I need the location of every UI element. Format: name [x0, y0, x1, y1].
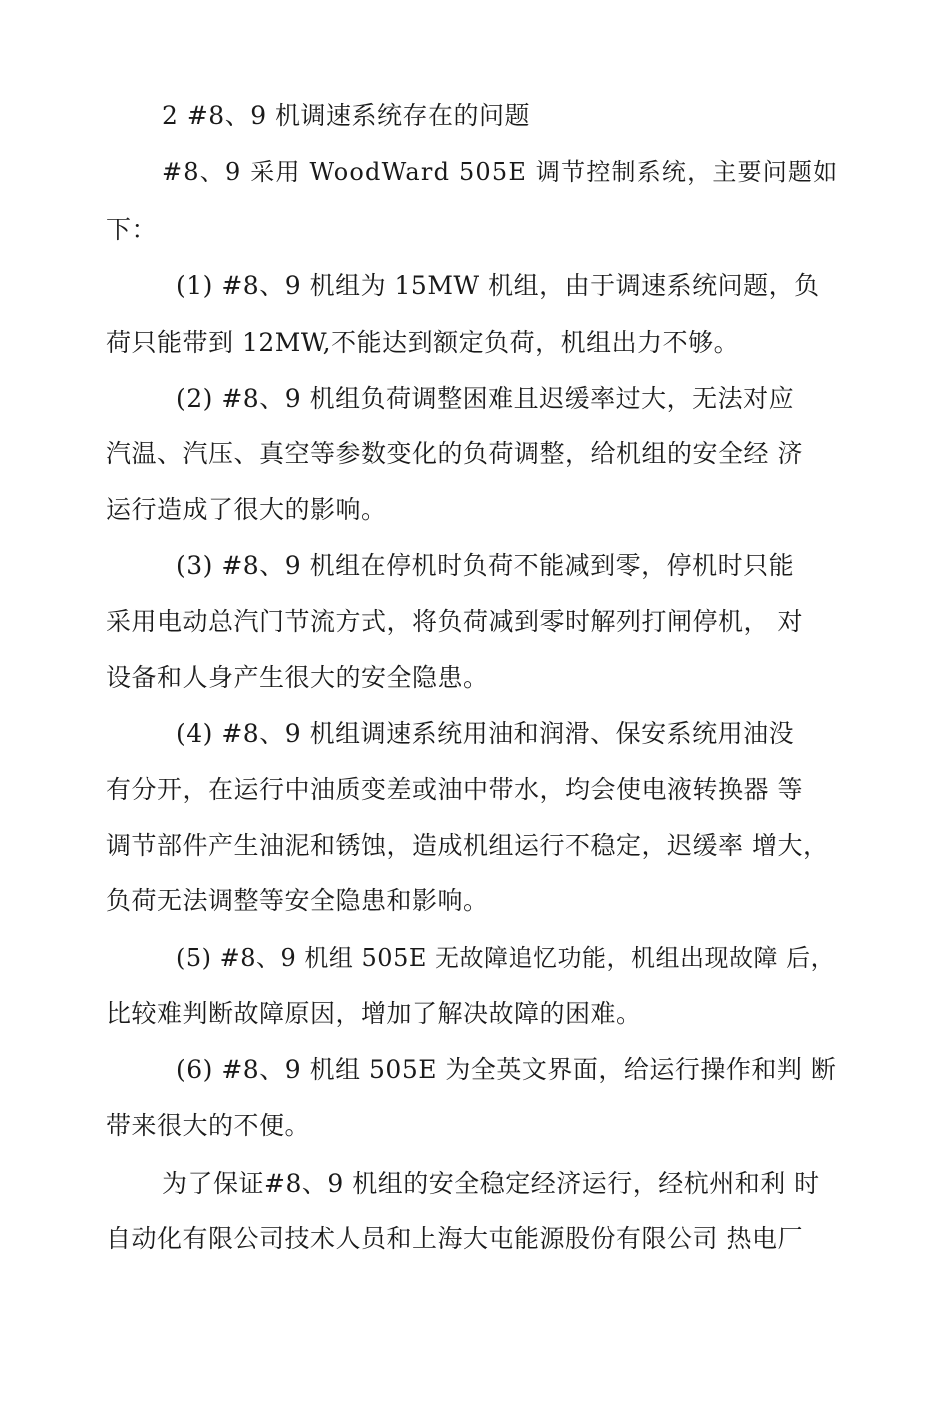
item-3-line-1: (3) #8、9 机组在停机时负荷不能减到零，停机时只能 — [176, 551, 795, 580]
intro-line-2: 下： — [106, 215, 158, 244]
item-6-line-2: 带来很大的不便。 — [106, 1111, 311, 1140]
item-6-line-1: (6) #8、9 机组 505E 为全英文界面，给运行操作和判 断 — [176, 1055, 837, 1084]
item-3-line-2: 采用电动总汽门节流方式，将负荷减到零时解列打闸停机， 对 — [106, 607, 803, 636]
item-4-line-4: 负荷无法调整等安全隐患和影响。 — [106, 886, 489, 915]
closing-line-1: 为了保证#8、9 机组的安全稳定经济运行，经杭州和利 时 — [162, 1169, 820, 1198]
item-1-line-1: (1) #8、9 机组为 15MW 机组，由于调速系统问题，负 — [176, 271, 820, 300]
item-2-line-1: (2) #8、9 机组负荷调整困难且迟缓率过大，无法对应 — [176, 384, 795, 413]
item-3-line-3: 设备和人身产生很大的安全隐患。 — [106, 663, 489, 692]
item-5-line-2: 比较难判断故障原因，增加了解决故障的困难。 — [106, 999, 642, 1028]
item-4-line-2: 有分开，在运行中油质变差或油中带水，均会使电液转换器 等 — [106, 775, 803, 804]
item-5-line-1: (5) #8、9 机组 505E 无故障追忆功能，机组出现故障 后， — [176, 944, 836, 972]
item-4-line-3: 调节部件产生油泥和锈蚀，造成机组运行不稳定，迟缓率 增大， — [106, 831, 829, 860]
item-1-line-2: 荷只能带到 12MW,不能达到额定负荷，机组出力不够。 — [106, 328, 740, 357]
closing-line-2: 自动化有限公司技术人员和上海大屯能源股份有限公司 热电厂 — [106, 1224, 803, 1253]
item-4-line-1: (4) #8、9 机组调速系统用油和润滑、保安系统用油没 — [176, 719, 795, 748]
item-2-line-3: 运行造成了很大的影响。 — [106, 495, 387, 524]
intro-line-1: #8、9 采用 WoodWard 505E 调节控制系统，主要问题如 — [162, 158, 839, 186]
section-heading: 2 #8、9 机调速系统存在的问题 — [162, 101, 531, 130]
item-2-line-2: 汽温、汽压、真空等参数变化的负荷调整，给机组的安全经 济 — [106, 439, 803, 468]
